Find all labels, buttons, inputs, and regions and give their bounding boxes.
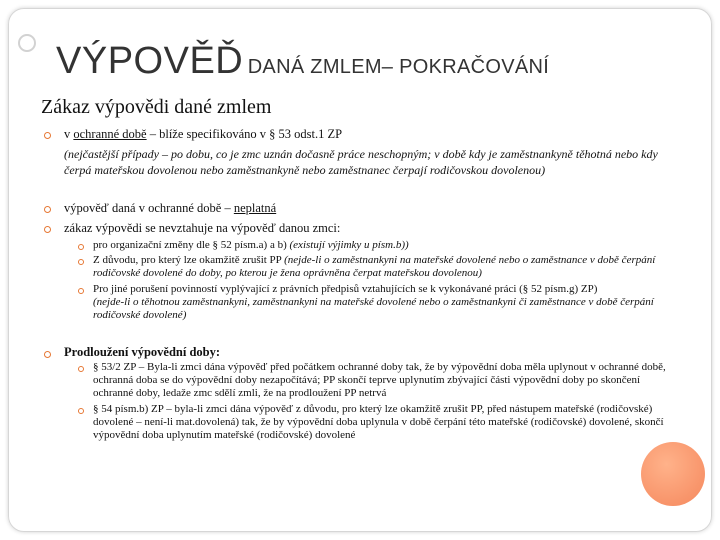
bullet-icon — [44, 351, 51, 358]
section-heading: Zákaz výpovědi dané zmlem — [41, 96, 272, 118]
protected-period-link: ochranné době — [73, 127, 147, 141]
sub-bullet-icon — [78, 408, 84, 414]
sub-item-other-breach: Pro jiné porušení povinností vyplývající z právních předpisů vztahujících se k vykonávané práci (§ 52 písm.g) ZP) (nejde-li o těhotnou zaměstnankyni, zaměstnankyni na mateřské dovolené nebo o zaměstnankyni či zaměstnance v době čerpání rodičovské dovolené) — [93, 283, 654, 321]
item-extension: Prodloužení výpovědní doby: — [64, 345, 221, 359]
item-protected-period-note: (nejčastější případy – po dobu, co je zmc uznán dočasně práce neschopným; v době kdy je zaměstnankyně těhotná nebo kdy čerpá mateřskou dovolenou nebo zaměstnankyně nebo zaměstnanec čerpají rodičovskou dovolenou) — [64, 147, 658, 177]
sub-item-immediate-termination: Z důvodu, pro který lze okamžitě zrušit PP (nejde-li o zaměstnankyni na mateřské dovolené nebo o zaměstnance v době čerpání rodičovské dovolené do doby, po kterou je žena oprávněna čerpat mateřskou dovolenou) — [93, 254, 656, 279]
item-invalid-notice: výpověď daná v ochranné době – neplatná — [64, 201, 277, 215]
bullet-icon — [44, 206, 51, 213]
title-sub: DANÁ ZMLEM– POKRAČOVÁNÍ — [247, 56, 550, 78]
sub-item-54b: § 54 písm.b) ZP – byla-li zmci dána výpověď z důvodu, pro který lze okamžitě zrušit PP, před nástupem mateřské (rodičovské) dovolené – není-li mat.dovolená) tak, že by výpovědní doba uplynula v době čerpání této mateřské (rodičovské) dovolené, skončí výpovědní doba uplynutím mateřské (rodičovské) dovolené — [93, 403, 664, 441]
orange-ball-decoration — [641, 442, 705, 506]
sub-bullet-icon — [78, 288, 84, 294]
sub-item-organizational: pro organizační změny dle § 52 písm.a) a b) (existují výjimky u písm.b)) — [93, 239, 409, 251]
decorative-circle — [18, 34, 36, 52]
bullet-icon — [44, 226, 51, 233]
item-exceptions: zákaz výpovědi se nevztahuje na výpověď danou zmci: — [64, 221, 341, 235]
sub-bullet-icon — [78, 259, 84, 265]
item-protected-period: v ochranné době – blíže specifikováno v § 53 odst.1 ZP — [64, 127, 343, 141]
title-main: VÝPOVĚĎ — [56, 40, 244, 82]
slide-title — [56, 40, 549, 83]
sub-bullet-icon — [78, 244, 84, 250]
sub-bullet-icon — [78, 366, 84, 372]
bullet-icon — [44, 132, 51, 139]
invalid-link: neplatná — [233, 201, 277, 215]
sub-item-53-2: § 53/2 ZP – Byla-li zmci dána výpověď před počátkem ochranné doby tak, že by výpovědní doba měla uplynout v ochranné době, ochranná doba se do výpovědní doby nezapočítává; PP skončí teprve uplynutím zbývající části výpovědní doby po skončení ochranné doby, ledaže zmc sdělí zmli, že na prodloužení PP netrvá — [93, 361, 666, 399]
